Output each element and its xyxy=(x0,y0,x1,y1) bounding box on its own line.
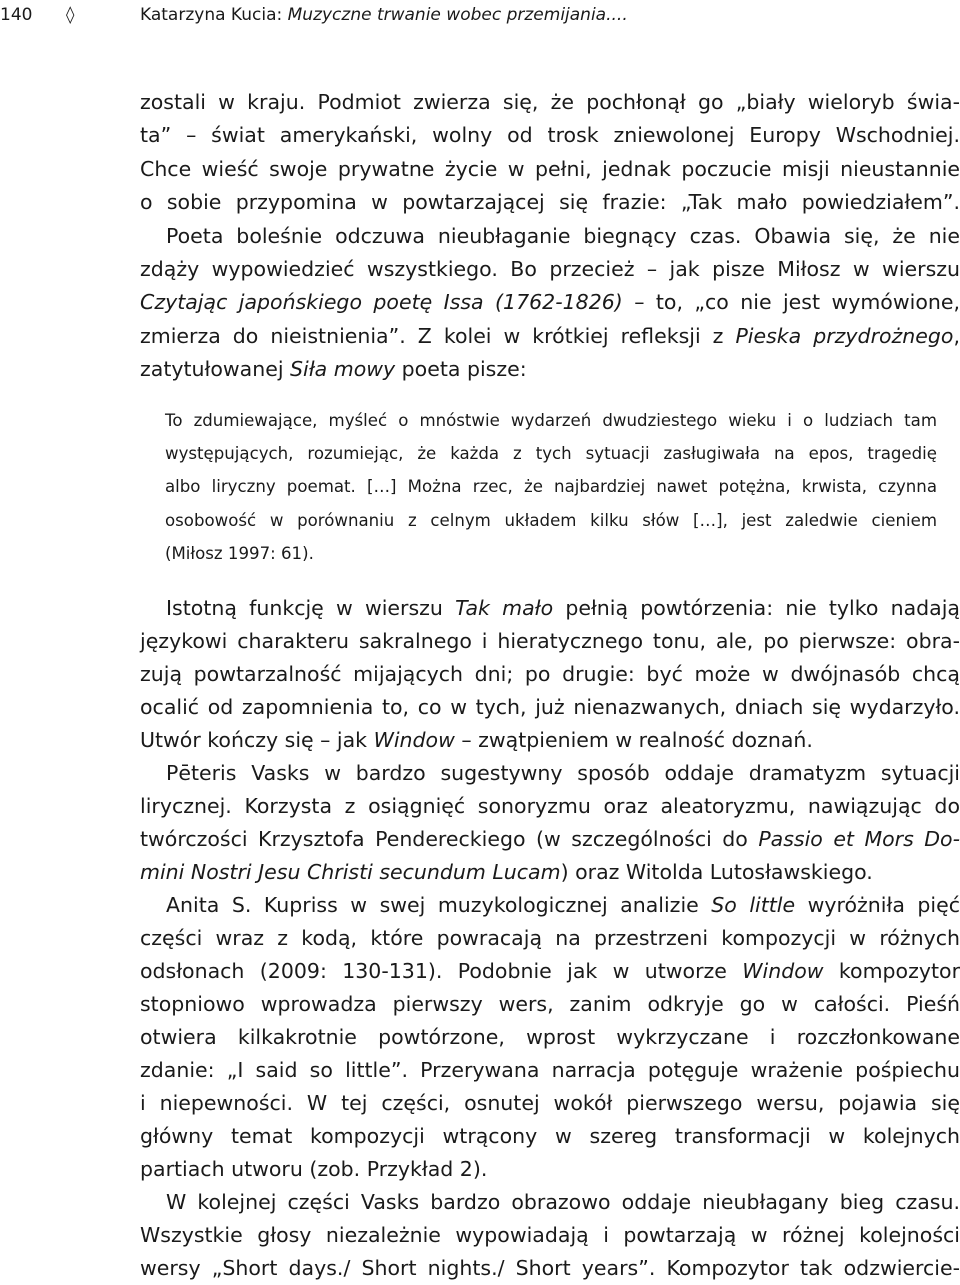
text-line: stopniowo wprowadza pierwszy wers, zanim odkryje go w całości. Pieśń xyxy=(140,992,960,1016)
work-title: mini Nostri Jesu Christi secundum Lucam xyxy=(140,860,561,884)
text-line: Wszystkie głosy niezależnie wypowiadają i powtarzają w różnej kolejności xyxy=(140,1223,960,1247)
block-quote xyxy=(165,404,937,570)
work-title: So little xyxy=(711,893,796,917)
text-line: językowi charakteru sakralnego i hieratycznego tonu, ale, po pierwsze: obra- xyxy=(140,629,960,653)
text-line: Chce wieść swoje prywatne życie w pełni, jednak poczucie misji nieustannie xyxy=(140,156,960,181)
text-line: Pēteris Vasks w bardzo sugestywny sposób oddaje dramatyzm sytuacji xyxy=(166,761,960,785)
poem-title: Czytając japońskiego poetę Issa (1762-1826) xyxy=(140,290,623,315)
text-line xyxy=(140,353,960,386)
text-line: otwiera kilkakrotnie powtórzone, wprost wykrzyczane i rozczłonkowane xyxy=(140,1025,960,1049)
text-span: – zwątpieniem w realność doznań. xyxy=(454,728,813,752)
work-title: Window xyxy=(742,959,824,983)
text-span: – to, „co nie jest wymówione, xyxy=(622,290,960,315)
text-line: i niepewności. W tej części, osnutej wokół pierwszego wersu, pojawia się xyxy=(140,1091,960,1115)
text-line: części wraz z kodą, które powracają na przestrzeni kompozycji w różnych xyxy=(140,926,960,950)
text-line xyxy=(140,889,960,922)
quote-line: osobowość w porównaniu z celnym układem kilku słów […], jest zaledwie cieniem xyxy=(165,510,937,530)
quote-line: albo liryczny poemat. […] Można rzec, że najbardziej nawet potężna, krwista, czynna xyxy=(165,477,937,497)
page-number: 140 xyxy=(0,5,33,25)
quote-citation: (Miłosz 1997: 61). xyxy=(165,543,314,563)
text-line: zdanie: „I said so little”. Przerywana narracja potęguje wrażenie pośpiechu xyxy=(140,1058,960,1082)
text-line: lirycznej. Korzysta z osiągnięć sonoryzmu oraz aleatoryzmu, nawiązując do xyxy=(140,794,960,818)
text-span: Istotną funkcję w wierszu xyxy=(166,596,456,620)
text-line xyxy=(140,823,960,856)
running-header xyxy=(0,4,960,28)
quote-line: występujących, rozumiejąc, że każda z tych sytuacji zasługiwała na epos, tragedię xyxy=(165,444,937,464)
text-line: główny temat kompozycji wtrącony w szereg transformacji w kolejnych xyxy=(140,1124,960,1148)
text-line: partiach utworu (zob. Przykład 2). xyxy=(140,1157,488,1181)
text-span: zatytułowanej xyxy=(140,357,291,382)
text-line: o sobie przypomina w powtarzającej się frazie: „Tak mało powiedziałem”. xyxy=(140,190,960,215)
essay-title: Siła mowy xyxy=(290,357,396,382)
header-title: Muzyczne trwanie wobec przemijania.... xyxy=(287,5,628,25)
text-span: , xyxy=(953,323,960,348)
text-span: kompozytor xyxy=(823,959,960,983)
text-span: twórczości Krzysztofa Pendereckiego (w szczególności do xyxy=(140,827,759,851)
text-line: W kolejnej części Vasks bardzo obrazowo oddaje nieubłagany bieg czasu. xyxy=(166,1190,960,1214)
text-line xyxy=(140,724,960,757)
text-span: Utwór kończy się – jak xyxy=(140,728,374,752)
text-span: ) oraz Witolda Lutosławskiego. xyxy=(560,860,873,884)
header-author-title xyxy=(140,4,628,26)
text-span: Anita S. Kupriss w swej muzykologicznej analizie xyxy=(166,893,712,917)
text-span: wyróżniła pięć xyxy=(795,893,960,917)
text-line: wersy „Short days./ Short nights./ Short years”. Kompozytor tak odzwiercie- xyxy=(140,1256,960,1280)
text-line: zują powtarzalność mijających dni; po drugie: być może w dwójnasób chcą xyxy=(140,662,960,686)
text-line xyxy=(140,592,960,625)
paragraph-1 xyxy=(140,86,960,387)
text-line xyxy=(140,955,960,988)
text-line: ta” – świat amerykański, wolny od trosk zniewolonej Europy Wschodniej. xyxy=(140,123,960,148)
quote-line: To zdumiewające, myśleć o mnóstwie wydarzeń dwudziestego wieku i o ludziach tam xyxy=(165,411,937,430)
diamond-separator-icon: ◊ xyxy=(66,5,75,25)
text-span: poeta pisze: xyxy=(395,357,527,382)
work-title: Passio et Mors Do- xyxy=(758,827,960,851)
text-span: pełnią powtórzenia: nie tylko nadają xyxy=(553,596,960,620)
text-line xyxy=(140,286,960,319)
text-line: Poeta boleśnie odczuwa nieubłaganie biegnący czas. Obawia się, że nie xyxy=(166,223,960,248)
text-span: odsłonach (2009: 130-131). Podobnie jak w utworze xyxy=(140,959,743,983)
text-line xyxy=(140,320,960,353)
text-line xyxy=(140,856,960,889)
main-text-continued xyxy=(140,592,960,1285)
text-span: zmierza do nieistnienia”. Z kolei w krótkiej refleksji z xyxy=(140,323,736,348)
book-title: Pieska przydrożnego xyxy=(735,323,954,348)
header-author: Katarzyna Kucia: xyxy=(140,5,288,25)
text-line: zdąży wypowiedzieć wszystkiego. Bo przecież – jak pisze Miłosz w wierszu xyxy=(140,257,960,282)
poem-title: Window xyxy=(373,728,455,752)
text-line: ocalić od zapomnienia to, co w tych, już nienazwanych, dniach się wydarzyło. xyxy=(140,695,960,719)
text-line: zostali w kraju. Podmiot zwierza się, że pochłonął go „biały wieloryb świa- xyxy=(140,90,960,114)
poem-title: Tak mało xyxy=(455,596,554,620)
